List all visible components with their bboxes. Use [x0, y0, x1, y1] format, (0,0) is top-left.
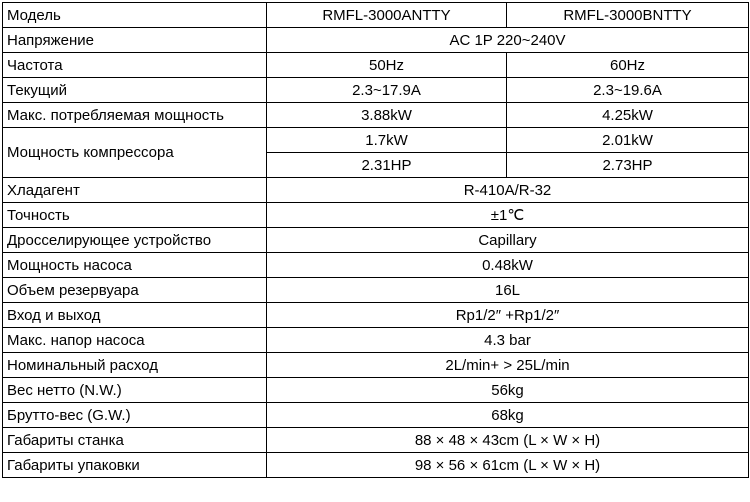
row-value-a: 50Hz [267, 53, 507, 78]
row-value: Rp1/2″ +Rp1/2″ [267, 303, 749, 328]
header-label: Модель [3, 3, 267, 28]
row-label: Дросселирующее устройство [3, 228, 267, 253]
row-value-a: 3.88kW [267, 103, 507, 128]
row-value: 16L [267, 278, 749, 303]
row-value: 4.3 bar [267, 328, 749, 353]
table-row [3, 353, 749, 378]
table-row [3, 378, 749, 403]
row-value: 2L/min+ > 25L/min [267, 353, 749, 378]
row-value-b: 60Hz [507, 53, 749, 78]
row-value-b: 4.25kW [507, 103, 749, 128]
row-value: AC 1P 220~240V [267, 28, 749, 53]
row-value-a: 1.7kW [267, 128, 507, 153]
table-row [3, 403, 749, 428]
row-value: 56kg [267, 378, 749, 403]
table-row [3, 328, 749, 353]
table-row [3, 228, 749, 253]
table-row [3, 203, 749, 228]
row-value: 0.48kW [267, 253, 749, 278]
row-label: Вход и выход [3, 303, 267, 328]
table-row [3, 103, 749, 128]
table-row [3, 78, 749, 103]
row-label: Макс. потребляемая мощность [3, 103, 267, 128]
row-label: Мощность насоса [3, 253, 267, 278]
row-label: Брутто-вес (G.W.) [3, 403, 267, 428]
row-label: Частота [3, 53, 267, 78]
row-label: Точность [3, 203, 267, 228]
table-row [3, 428, 749, 453]
row-label: Габариты станка [3, 428, 267, 453]
model-b-name: RMFL-3000BNTTY [507, 3, 749, 28]
row-label: Макс. напор насоса [3, 328, 267, 353]
row-value-b: 2.73HP [507, 153, 749, 178]
row-value: R-410A/R-32 [267, 178, 749, 203]
table-row [3, 28, 749, 53]
row-value-b: 2.01kW [507, 128, 749, 153]
row-value: 88 × 48 × 43cm (L × W × H) [267, 428, 749, 453]
row-value-b: 2.3~19.6A [507, 78, 749, 103]
table-row [3, 303, 749, 328]
model-a-name: RMFL-3000ANTTY [267, 3, 507, 28]
row-label: Вес нетто (N.W.) [3, 378, 267, 403]
row-label: Хладагент [3, 178, 267, 203]
header-row [3, 3, 749, 28]
row-label: Номинальный расход [3, 353, 267, 378]
table-row [3, 453, 749, 478]
row-label: Габариты упаковки [3, 453, 267, 478]
row-label: Напряжение [3, 28, 267, 53]
table-row [3, 178, 749, 203]
row-label: Текущий [3, 78, 267, 103]
row-value: ±1℃ [267, 203, 749, 228]
table-row [3, 278, 749, 303]
table-row [3, 128, 749, 153]
row-value: Capillary [267, 228, 749, 253]
row-value-a: 2.3~17.9A [267, 78, 507, 103]
table-row [3, 253, 749, 278]
row-label: Объем резервуара [3, 278, 267, 303]
spec-table [2, 2, 749, 478]
table-row [3, 53, 749, 78]
row-label: Мощность компрессора [3, 128, 267, 178]
row-value: 98 × 56 × 61cm (L × W × H) [267, 453, 749, 478]
row-value-a: 2.31HP [267, 153, 507, 178]
row-value: 68kg [267, 403, 749, 428]
